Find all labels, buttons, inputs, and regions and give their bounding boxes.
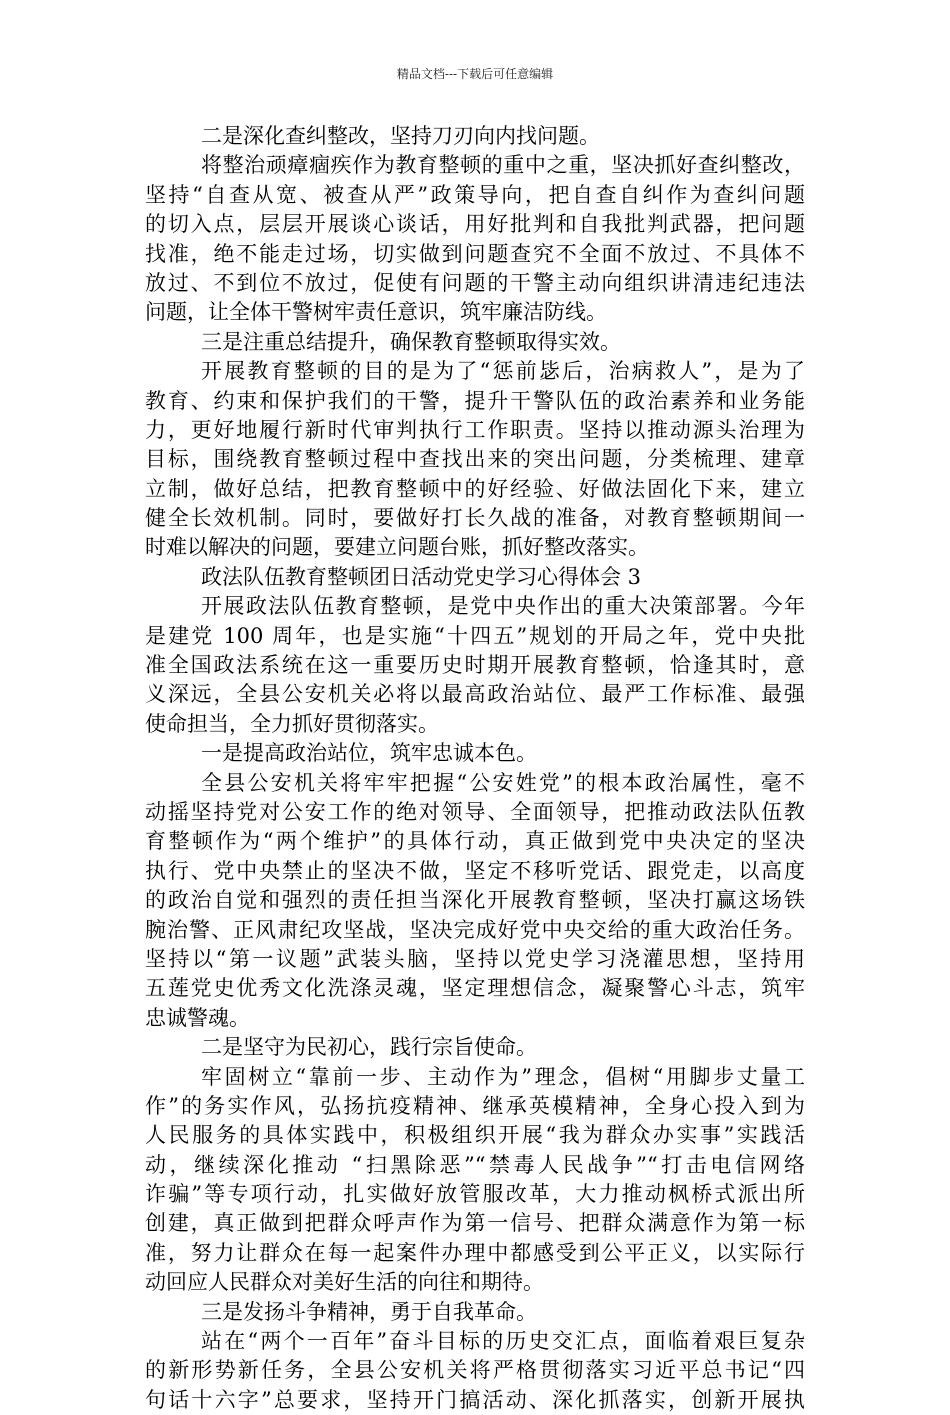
text-line: 义深远，全县公安机关必将以最高政治站位、最严工作标准、最强 bbox=[145, 682, 805, 707]
text-line: 站在“两个一百年”奋斗目标的历史交汇点，面临着艰巨复杂 bbox=[201, 1329, 805, 1354]
text-line: 动，继续深化推动 “扫黑除恶”“禁毒人民战争”“打击电信网络 bbox=[145, 1152, 805, 1177]
text-line: 执行、党中央禁止的坚决不做，坚定不移听党话、跟党走，以高度 bbox=[145, 858, 805, 883]
text-line: 准，努力让群众在每一起案件办理中都感受到公平正义，以实际行 bbox=[145, 1240, 805, 1265]
text-line: 三是注重总结提升，确保教育整顿取得实效。 bbox=[201, 329, 621, 354]
text-line: 二是深化查纠整改，坚持刀刃向内找问题。 bbox=[201, 124, 600, 148]
text-line: 健全长效机制。同时，要做好打长久战的准备，对教育整顿期间一 bbox=[145, 506, 805, 531]
text-line: 时难以解决的问题，要建立问题台账，抓好整改落实。 bbox=[145, 535, 649, 560]
text-line: 是建党 100 周年，也是实施“十四五”规划的开局之年，党中央批 bbox=[145, 623, 805, 648]
text-line: 坚持“自查从宽、被查从严”政策导向，把自查自纠作为查纠问题 bbox=[145, 182, 805, 207]
text-line: 力，更好地履行新时代审判执行工作职责。坚持以推动源头治理为 bbox=[145, 417, 805, 442]
text-line: 使命担当，全力抓好贯彻落实。 bbox=[145, 711, 439, 736]
text-line: 全县公安机关将牢牢把握“公安姓党”的根本政治属性，毫不 bbox=[201, 770, 805, 795]
text-line: 将整治顽瘴痼疾作为教育整顿的重中之重，坚决抓好查纠整改， bbox=[201, 153, 805, 178]
text-line: 动回应人民群众对美好生活的向往和期待。 bbox=[145, 1270, 544, 1295]
text-line: 的切入点，层层开展谈心谈话，用好批判和自我批判武器，把问题 bbox=[145, 212, 805, 237]
text-line: 开展政法队伍教育整顿，是党中央作出的重大决策部署。今年 bbox=[201, 594, 805, 619]
text-line: 育整顿作为“两个维护”的具体行动，真正做到党中央决定的坚决 bbox=[145, 829, 805, 854]
text-line: 忠诚警魂。 bbox=[145, 1005, 250, 1030]
text-line: 目标，围绕教育整顿过程中查找出来的突出问题，分类梳理、建章 bbox=[145, 447, 805, 472]
document-body bbox=[145, 122, 805, 1415]
text-line: 放过、不到位不放过，促使有问题的干警主动向组织讲清违纪违法 bbox=[145, 270, 805, 295]
text-line: 腕治警、正风肃纪攻坚战，坚决完成好党中央交给的重大政治任务。 bbox=[145, 917, 805, 942]
text-line: 坚持以“第一议题”武装头脑，坚持以党史学习浇灌思想，坚持用 bbox=[145, 946, 805, 971]
text-line: 人民服务的具体实践中，积极组织开展“我为群众办实事”实践活 bbox=[145, 1123, 805, 1148]
text-line: 找准，绝不能走过场，切实做到问题查究不全面不放过、不具体不 bbox=[145, 241, 805, 266]
text-line: 问题，让全体干警树牢责任意识，筑牢廉洁防线。 bbox=[145, 300, 607, 325]
text-line: 的政治自觉和强烈的责任担当深化开展教育整顿，坚决打赢这场铁 bbox=[145, 888, 805, 913]
text-line: 创建，真正做到把群众呼声作为第一信号、把群众满意作为第一标 bbox=[145, 1211, 805, 1236]
text-line: 五莲党史优秀文化洗涤灵魂，坚定理想信念，凝聚警心斗志，筑牢 bbox=[145, 976, 805, 1001]
text-line: 句话十六字”总要求，坚持开门搞活动、深化抓落实，创新开展执 bbox=[145, 1387, 805, 1412]
text-line: 立制，做好总结，把教育整顿中的好经验、好做法固化下来，建立 bbox=[145, 476, 805, 501]
text-line: 二是坚守为民初心，践行宗旨使命。 bbox=[201, 1035, 537, 1060]
text-line: 动摇坚持党对公安工作的绝对领导、全面领导，把推动政法队伍教 bbox=[145, 799, 805, 824]
text-line: 教育、约束和保护我们的干警，提升干警队伍的政治素养和业务能 bbox=[145, 388, 805, 413]
text-line: 牢固树立“靠前一步、主动作为”理念，倡树“用脚步丈量工 bbox=[201, 1064, 805, 1089]
text-line: 政法队伍教育整顿团日活动党史学习心得体会 3 bbox=[201, 564, 642, 589]
page-header: 精品文档---下载后可任意编辑 bbox=[396, 67, 554, 81]
text-line: 一是提高政治站位，筑牢忠诚本色。 bbox=[201, 741, 537, 766]
text-line: 的新形势新任务，全县公安机关将严格贯彻落实习近平总书记“四 bbox=[145, 1358, 805, 1383]
text-line: 开展教育整顿的目的是为了“惩前毖后，治病救人”，是为了 bbox=[201, 359, 805, 384]
text-line: 诈骗”等专项行动，扎实做好放管服改革，大力推动枫桥式派出所 bbox=[145, 1182, 805, 1207]
text-line: 准全国政法系统在这一重要历史时期开展教育整顿，恰逢其时，意 bbox=[145, 653, 805, 678]
text-line: 三是发扬斗争精神，勇于自我革命。 bbox=[201, 1299, 537, 1324]
text-line: 作”的务实作风，弘扬抗疫精神、继承英模精神，全身心投入到为 bbox=[145, 1093, 805, 1118]
